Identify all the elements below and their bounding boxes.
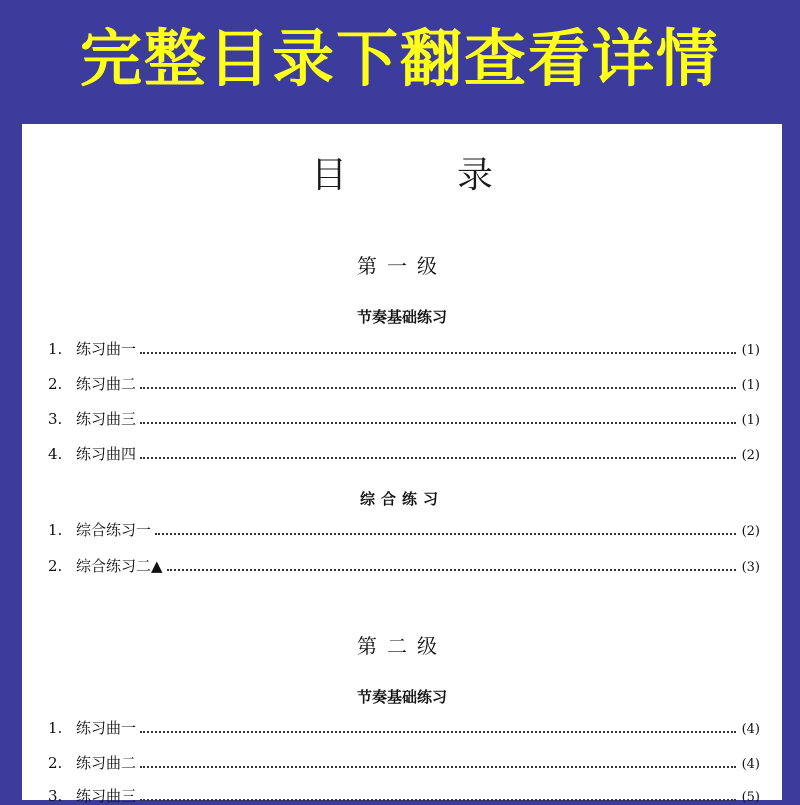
entry-label: 练习曲二 — [76, 754, 137, 772]
leader-dots — [140, 387, 736, 389]
level-title: 第一级 — [357, 254, 447, 278]
leader-dots — [140, 457, 736, 459]
entry-number: 3. — [48, 787, 63, 805]
toc-entry[interactable] — [48, 784, 760, 804]
leader-dots — [140, 352, 736, 354]
entry-number: 1. — [48, 521, 63, 539]
entry-number: 3. — [48, 410, 63, 428]
entry-number: 1. — [48, 340, 63, 358]
toc-title-left: 目 — [310, 155, 347, 196]
leader-dots — [140, 799, 736, 801]
toc-page — [22, 124, 782, 805]
section-title: 综合练习 — [359, 490, 444, 508]
level-title: 第二级 — [357, 634, 447, 658]
leader-dots — [140, 422, 736, 424]
leader-dots — [155, 533, 736, 535]
toc-entry[interactable] — [48, 372, 760, 392]
entry-number: 2. — [48, 557, 63, 575]
toc-entry[interactable] — [48, 442, 760, 462]
entry-label: 练习曲一 — [76, 719, 137, 737]
entry-page: (4) — [741, 757, 760, 772]
entry-page: (4) — [741, 722, 760, 737]
toc-title — [22, 155, 782, 196]
entry-page: (1) — [741, 413, 760, 428]
toc-entry[interactable] — [48, 337, 760, 357]
entry-label: 练习曲四 — [76, 445, 137, 463]
toc-title-right: 录 — [457, 155, 494, 196]
toc-entry[interactable] — [48, 751, 760, 771]
entry-page: (2) — [741, 524, 760, 539]
entry-number: 2. — [48, 375, 63, 393]
leader-dots — [140, 731, 736, 733]
toc-entry[interactable] — [48, 518, 760, 538]
entry-label: 练习曲三 — [76, 410, 137, 428]
banner-text: 完整目录下翻查看详情 — [79, 22, 720, 95]
entry-number: 4. — [48, 445, 63, 463]
entry-page: (1) — [741, 378, 760, 393]
leader-dots — [167, 569, 736, 571]
section-title: 节奏基础练习 — [356, 308, 447, 326]
entry-page: (5) — [741, 790, 760, 805]
entry-label: 练习曲二 — [76, 375, 137, 393]
entry-label: 练习曲一 — [76, 340, 137, 358]
entry-page: (1) — [741, 343, 760, 358]
toc-entry[interactable] — [48, 554, 760, 574]
entry-page: (3) — [741, 560, 760, 575]
entry-label: 练习曲三 — [76, 787, 137, 805]
toc-entry[interactable] — [48, 407, 760, 427]
entry-page: (2) — [741, 448, 760, 463]
entry-label: 综合练习一 — [76, 521, 152, 539]
toc-entry[interactable] — [48, 716, 760, 736]
entry-number: 2. — [48, 754, 63, 772]
entry-label: 综合练习二▲ — [76, 557, 163, 575]
leader-dots — [140, 766, 736, 768]
section-title: 节奏基础练习 — [356, 688, 447, 706]
promo-banner — [0, 0, 800, 118]
entry-number: 1. — [48, 719, 63, 737]
